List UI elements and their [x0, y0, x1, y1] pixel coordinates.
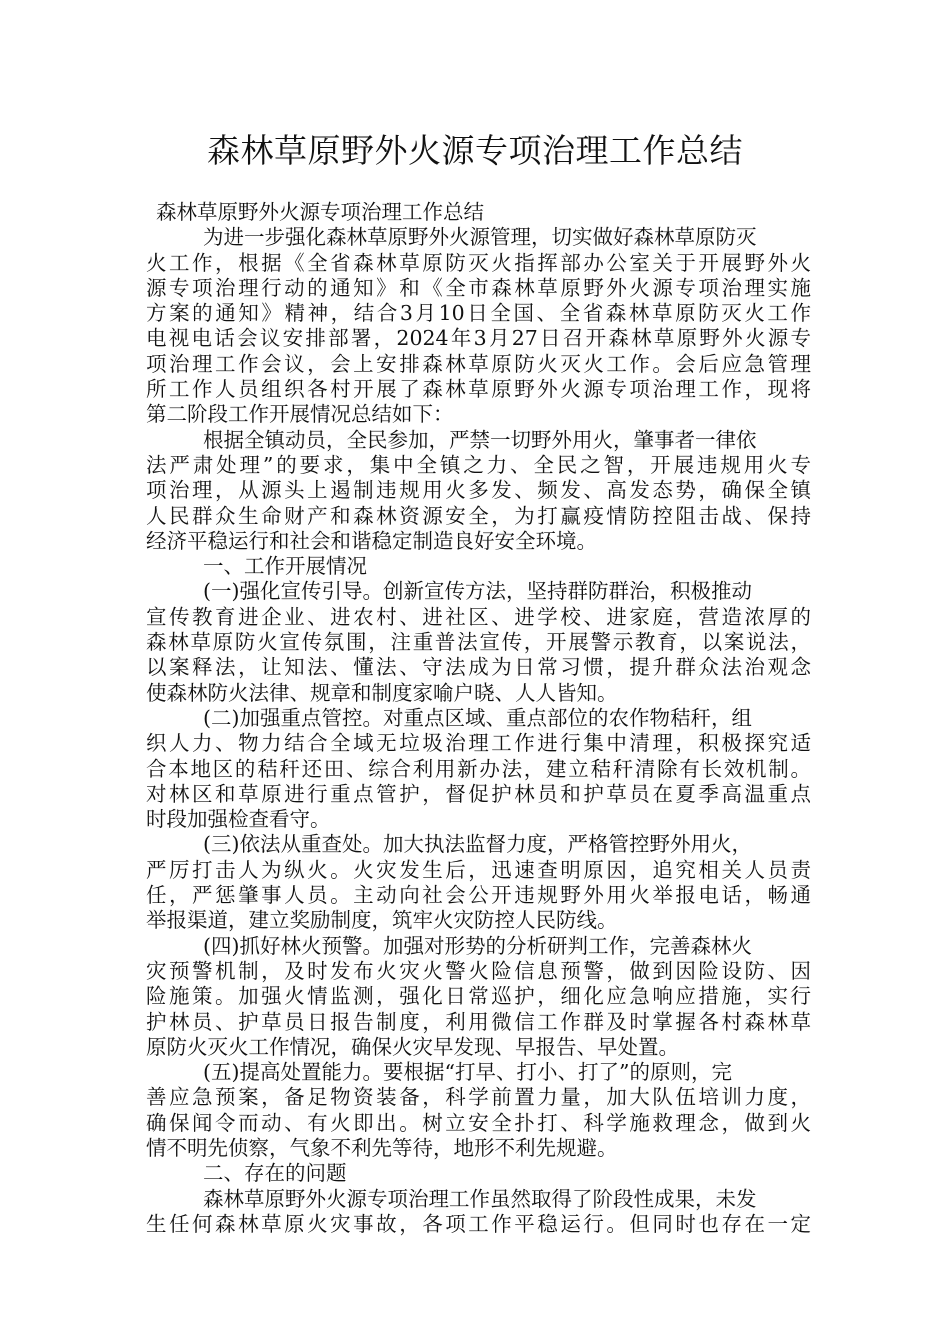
text-line: 宣传教育进企业、进农村、进社区、进学校、进家庭，营造浓厚的 [146, 604, 811, 629]
text-line: 二、存在的问题 [203, 1161, 347, 1186]
text-line: (一)强化宣传引导。创新宣传方法，坚持群防群治，积极推动 [203, 579, 752, 604]
text-line: 合本地区的秸秆还田、综合利用新办法，建立秸秆清除有长效机制。 [146, 756, 811, 781]
text-line: 电视电话会议安排部署，2024年3月27日召开森林草原野外火源专 [146, 326, 811, 351]
text-line: (四)抓好林火预警。加强对形势的分析研判工作，完善森林火 [203, 933, 752, 958]
text-line: 护林员、护草员日报告制度，利用微信工作群及时掌握各村森林草 [146, 1009, 811, 1034]
text-line: 第二阶段工作开展情况总结如下： [146, 402, 454, 427]
text-line: 举报渠道，建立奖励制度，筑牢火灾防控人民防线。 [146, 908, 618, 933]
text-line: 生任何森林草原火灾事故，各项工作平稳运行。但同时也存在一定 [146, 1211, 811, 1236]
text-line: 森林草原野外火源专项治理工作虽然取得了阶段性成果，未发 [203, 1186, 757, 1211]
text-line: 织人力、物力结合全域无垃圾治理工作进行集中清理，积极探究适 [146, 731, 811, 756]
text-line: (三)依法从重查处。加大执法监督力度，严格管控野外用火， [203, 832, 752, 857]
text-line: 任，严惩肇事人员。主动向社会公开违规野外用火举报电话，畅通 [146, 883, 811, 908]
document-body [146, 200, 811, 1237]
text-line: 灾预警机制，及时发布火灾火警火险信息预警，做到因险设防、因 [146, 958, 811, 983]
text-line: 情不明先侦察，气象不利先等待，地形不利先规避。 [146, 1135, 618, 1160]
text-line: 法严肃处理”的要求，集中全镇之力、全民之智，开展违规用火专 [146, 452, 811, 477]
text-line: 人民群众生命财产和森林资源安全，为打赢疫情防控阻击战、保持 [146, 503, 811, 528]
text-line: 以案释法，让知法、懂法、守法成为日常习惯，提升群众法治观念 [146, 655, 811, 680]
text-line: 原防火灭火工作情况，确保火灾早发现、早报告、早处置。 [146, 1034, 679, 1059]
text-line: 项治理工作会议，会上安排森林草原防火灭火工作。会后应急管理 [146, 351, 811, 376]
document-title: 森林草原野外火源专项治理工作总结 [207, 131, 743, 170]
text-line: 森林草原防火宣传氛围，注重普法宣传，开展警示教育，以案说法， [146, 630, 811, 655]
text-line: 确保闻令而动、有火即出。树立安全扑打、科学施救理念，做到火 [146, 1110, 811, 1135]
text-line: 为进一步强化森林草原野外火源管理，切实做好森林草原防灭 [203, 225, 757, 250]
text-line: 善应急预案，备足物资装备，科学前置力量，加大队伍培训力度， [146, 1085, 811, 1110]
text-line: 经济平稳运行和社会和谐稳定制造良好安全环境。 [146, 528, 597, 553]
text-line: 根据全镇动员，全民参加，严禁一切野外用火，肇事者一律依 [203, 427, 757, 452]
text-line: 使森林防火法律、规章和制度家喻户晓、人人皆知。 [146, 680, 618, 705]
text-line: 所工作人员组织各村开展了森林草原野外火源专项治理工作，现将 [146, 377, 811, 402]
document-subtitle: 森林草原野外火源专项治理工作总结 [156, 200, 484, 224]
text-line: 一、工作开展情况 [203, 554, 367, 579]
text-line: 时段加强检查看守。 [146, 807, 331, 832]
text-line: 方案的通知》精神，结合3月10日全国、全省森林草原防灭火工作 [146, 301, 811, 326]
text-line: 对林区和草原进行重点管护，督促护林员和护草员在夏季高温重点 [146, 781, 811, 806]
text-line: (五)提高处置能力。要根据“打早、打小、打了”的原则，完 [203, 1060, 732, 1085]
text-line: 火工作，根据《全省森林草原防灭火指挥部办公室关于开展野外火 [146, 250, 811, 275]
text-line: 险施策。加强火情监测，强化日常巡护，细化应急响应措施，实行 [146, 984, 811, 1009]
text-line: 项治理，从源头上遏制违规用火多发、频发、高发态势，确保全镇 [146, 478, 811, 503]
text-line: 源专项治理行动的通知》和《全市森林草原野外火源专项治理实施 [146, 275, 811, 300]
text-line: (二)加强重点管控。对重点区域、重点部位的农作物秸秆，组 [203, 705, 752, 730]
text-line: 严厉打击人为纵火。火灾发生后，迅速查明原因，追究相关人员责 [146, 857, 811, 882]
